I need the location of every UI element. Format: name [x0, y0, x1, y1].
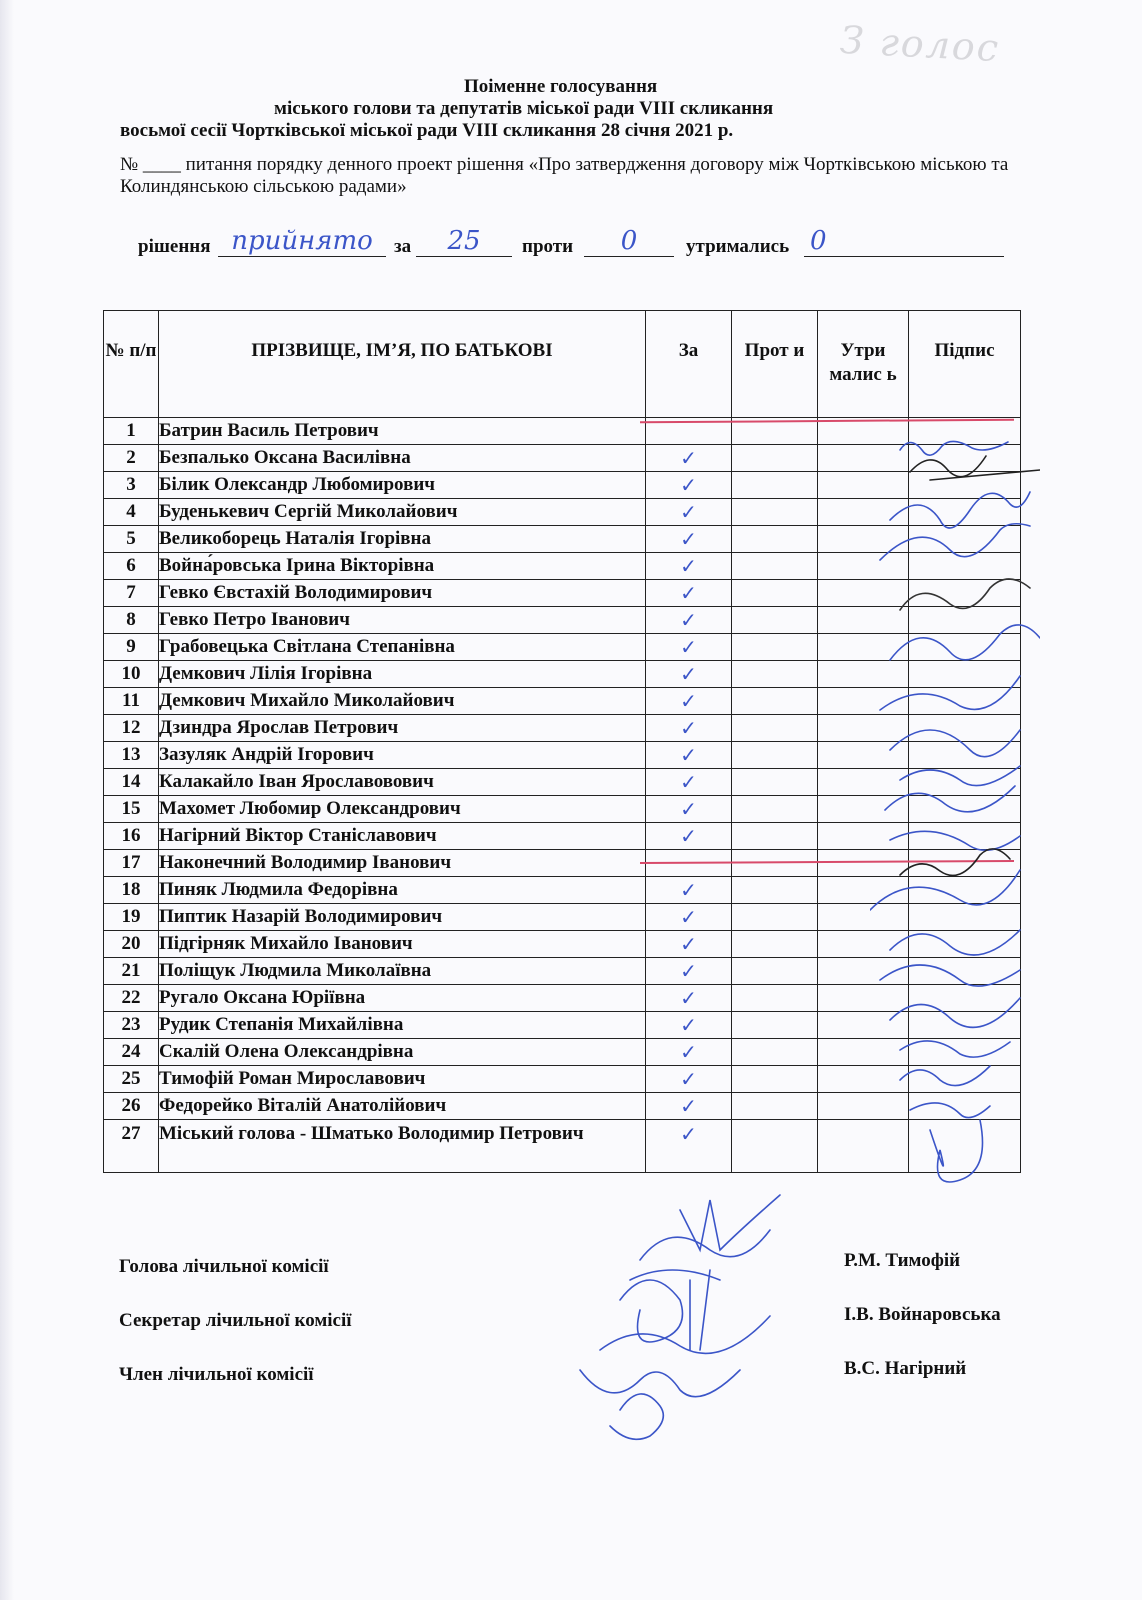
row-name: Білик Олександр Любомирович	[159, 472, 646, 499]
abstain-label: утримались	[686, 236, 790, 257]
row-name: Калакайло Іван Ярославовович	[159, 769, 646, 796]
member-signatures-drawing	[870, 430, 1040, 1190]
header-name: ПРІЗВИЩЕ, ІМ’Я, ПО БАТЬКОВІ	[159, 311, 646, 418]
row-against-mark	[732, 661, 818, 688]
row-number: 20	[104, 931, 159, 958]
row-name: Буденькевич Сергій Миколайович	[159, 499, 646, 526]
row-for-mark: ✓	[646, 607, 732, 634]
row-number: 17	[104, 850, 159, 877]
row-name: Демкович Лілія Ігорівна	[159, 661, 646, 688]
row-number: 23	[104, 1012, 159, 1039]
row-against-mark	[732, 580, 818, 607]
row-for-mark: ✓	[646, 1120, 732, 1173]
row-against-mark	[732, 1120, 818, 1173]
row-name: Рудик Степанія Михайлівна	[159, 1012, 646, 1039]
row-name: Наконечний Володимир Іванович	[159, 850, 646, 877]
row-number: 3	[104, 472, 159, 499]
row-number: 15	[104, 796, 159, 823]
against-label: проти	[522, 236, 574, 257]
row-against-mark	[732, 985, 818, 1012]
row-name: Демкович Михайло Миколайович	[159, 688, 646, 715]
row-name: Міський голова - Шматько Володимир Петрович	[159, 1120, 646, 1173]
row-for-mark: ✓	[646, 526, 732, 553]
row-for-mark: ✓	[646, 877, 732, 904]
decision-label: рішення	[138, 236, 211, 257]
row-for-mark: ✓	[646, 1012, 732, 1039]
row-for-mark: ✓	[646, 580, 732, 607]
row-for-mark: ✓	[646, 1039, 732, 1066]
row-for-mark: ✓	[646, 1093, 732, 1120]
row-against-mark	[732, 1012, 818, 1039]
row-against-mark	[732, 553, 818, 580]
row-against-mark	[732, 526, 818, 553]
row-number: 13	[104, 742, 159, 769]
member-name: В.С. Нагірний	[844, 1358, 967, 1379]
row-number: 22	[104, 985, 159, 1012]
row-number: 18	[104, 877, 159, 904]
row-name: Пиптик Назарій Володимирович	[159, 904, 646, 931]
row-number: 2	[104, 445, 159, 472]
row-for-mark: ✓	[646, 661, 732, 688]
row-for-mark: ✓	[646, 472, 732, 499]
row-against-mark	[732, 607, 818, 634]
row-against-mark	[732, 931, 818, 958]
row-number: 4	[104, 499, 159, 526]
paper-edge	[0, 0, 14, 1600]
title-line-1: Поіменне голосування	[464, 76, 658, 97]
row-against-mark	[732, 472, 818, 499]
row-number: 24	[104, 1039, 159, 1066]
header-abstain: Утри малис ь	[818, 311, 909, 418]
chair-name: Р.М. Тимофій	[844, 1250, 961, 1271]
row-name: Дзиндра Ярослав Петрович	[159, 715, 646, 742]
header-against: Прот и	[732, 311, 818, 418]
row-name: Підгірняк Михайло Іванович	[159, 931, 646, 958]
row-name: Федорейко Віталій Анатолійович	[159, 1093, 646, 1120]
row-for-mark: ✓	[646, 823, 732, 850]
title-line-2: міського голови та депутатів міської ради VIII скликання	[274, 98, 774, 119]
row-for-mark: ✓	[646, 985, 732, 1012]
row-number: 5	[104, 526, 159, 553]
row-for-mark: ✓	[646, 1066, 732, 1093]
row-number: 21	[104, 958, 159, 985]
abstain-value: 0	[804, 226, 1004, 257]
row-name: Махомет Любомир Олександрович	[159, 796, 646, 823]
secretary-name: І.В. Войнаровська	[844, 1304, 1001, 1325]
header-signature: Підпис	[909, 311, 1021, 418]
row-name: Тимофій Роман Мирославович	[159, 1066, 646, 1093]
title-line-3: восьмої сесії Чортківської міської ради VIII скликання 28 січня 2021 р.	[120, 120, 734, 141]
row-name: Безпалько Оксана Василівна	[159, 445, 646, 472]
row-number: 7	[104, 580, 159, 607]
row-number: 12	[104, 715, 159, 742]
row-for-mark: ✓	[646, 769, 732, 796]
row-number: 9	[104, 634, 159, 661]
row-against-mark	[732, 688, 818, 715]
row-for-mark: ✓	[646, 499, 732, 526]
member-role: Член лічильної комісії	[119, 1364, 314, 1385]
row-name: Пиняк Людмила Федорівна	[159, 877, 646, 904]
row-number: 10	[104, 661, 159, 688]
row-for-mark: ✓	[646, 931, 732, 958]
row-number: 27	[104, 1120, 159, 1173]
secretary-role: Секретар лічильної комісії	[119, 1310, 352, 1331]
row-number: 14	[104, 769, 159, 796]
row-against-mark	[732, 877, 818, 904]
row-against-mark	[732, 715, 818, 742]
chair-role: Голова лічильної комісії	[119, 1256, 329, 1277]
row-name: Грабовецька Світлана Степанівна	[159, 634, 646, 661]
row-for-mark: ✓	[646, 796, 732, 823]
row-for-mark: ✓	[646, 553, 732, 580]
against-value: 0	[584, 226, 674, 257]
row-number: 16	[104, 823, 159, 850]
row-for-mark: ✓	[646, 742, 732, 769]
row-name: Нагірний Віктор Станіславович	[159, 823, 646, 850]
row-number: 11	[104, 688, 159, 715]
vote-table-header	[104, 311, 1021, 418]
row-for-mark: ✓	[646, 904, 732, 931]
row-number: 19	[104, 904, 159, 931]
row-name: Гевко Євстахій Володимирович	[159, 580, 646, 607]
row-name: Гевко Петро Іванович	[159, 607, 646, 634]
row-name: Война́ровська Ірина Вікторівна	[159, 553, 646, 580]
row-for-mark: ✓	[646, 958, 732, 985]
row-against-mark	[732, 904, 818, 931]
row-against-mark	[732, 1066, 818, 1093]
decision-value: прийнято	[218, 226, 386, 257]
row-against-mark	[732, 742, 818, 769]
row-against-mark	[732, 823, 818, 850]
row-number: 6	[104, 553, 159, 580]
row-number: 26	[104, 1093, 159, 1120]
row-against-mark	[732, 1039, 818, 1066]
row-number: 8	[104, 607, 159, 634]
row-against-mark	[732, 499, 818, 526]
corner-note: З голос	[838, 17, 1002, 71]
row-against-mark	[732, 634, 818, 661]
row-for-mark: ✓	[646, 445, 732, 472]
row-number: 25	[104, 1066, 159, 1093]
row-for-mark: ✓	[646, 634, 732, 661]
row-name: Зазуляк Андрій Ігорович	[159, 742, 646, 769]
row-for-mark: ✓	[646, 688, 732, 715]
for-value: 25	[416, 226, 512, 257]
row-against-mark	[732, 445, 818, 472]
row-name: Ругало Оксана Юріївна	[159, 985, 646, 1012]
row-against-mark	[732, 796, 818, 823]
row-name: Скалій Олена Олександрівна	[159, 1039, 646, 1066]
row-for-mark: ✓	[646, 715, 732, 742]
header-num: № п/п	[104, 311, 159, 418]
row-against-mark	[732, 769, 818, 796]
row-against-mark	[732, 1093, 818, 1120]
header-for: За	[646, 311, 732, 418]
row-name: Поліщук Людмила Миколаївна	[159, 958, 646, 985]
row-against-mark	[732, 958, 818, 985]
row-name: Великоборець Наталія Ігорівна	[159, 526, 646, 553]
for-label: за	[394, 236, 412, 257]
commission-signatures-drawing	[560, 1180, 810, 1450]
row-number: 1	[104, 418, 159, 445]
agenda-question: № ____ питання порядку денного проект рішення «Про затвердження договору між Чортківською міською та Колиндянською сільською радами»	[120, 154, 1009, 197]
row-name: Батрин Василь Петрович	[159, 418, 646, 445]
